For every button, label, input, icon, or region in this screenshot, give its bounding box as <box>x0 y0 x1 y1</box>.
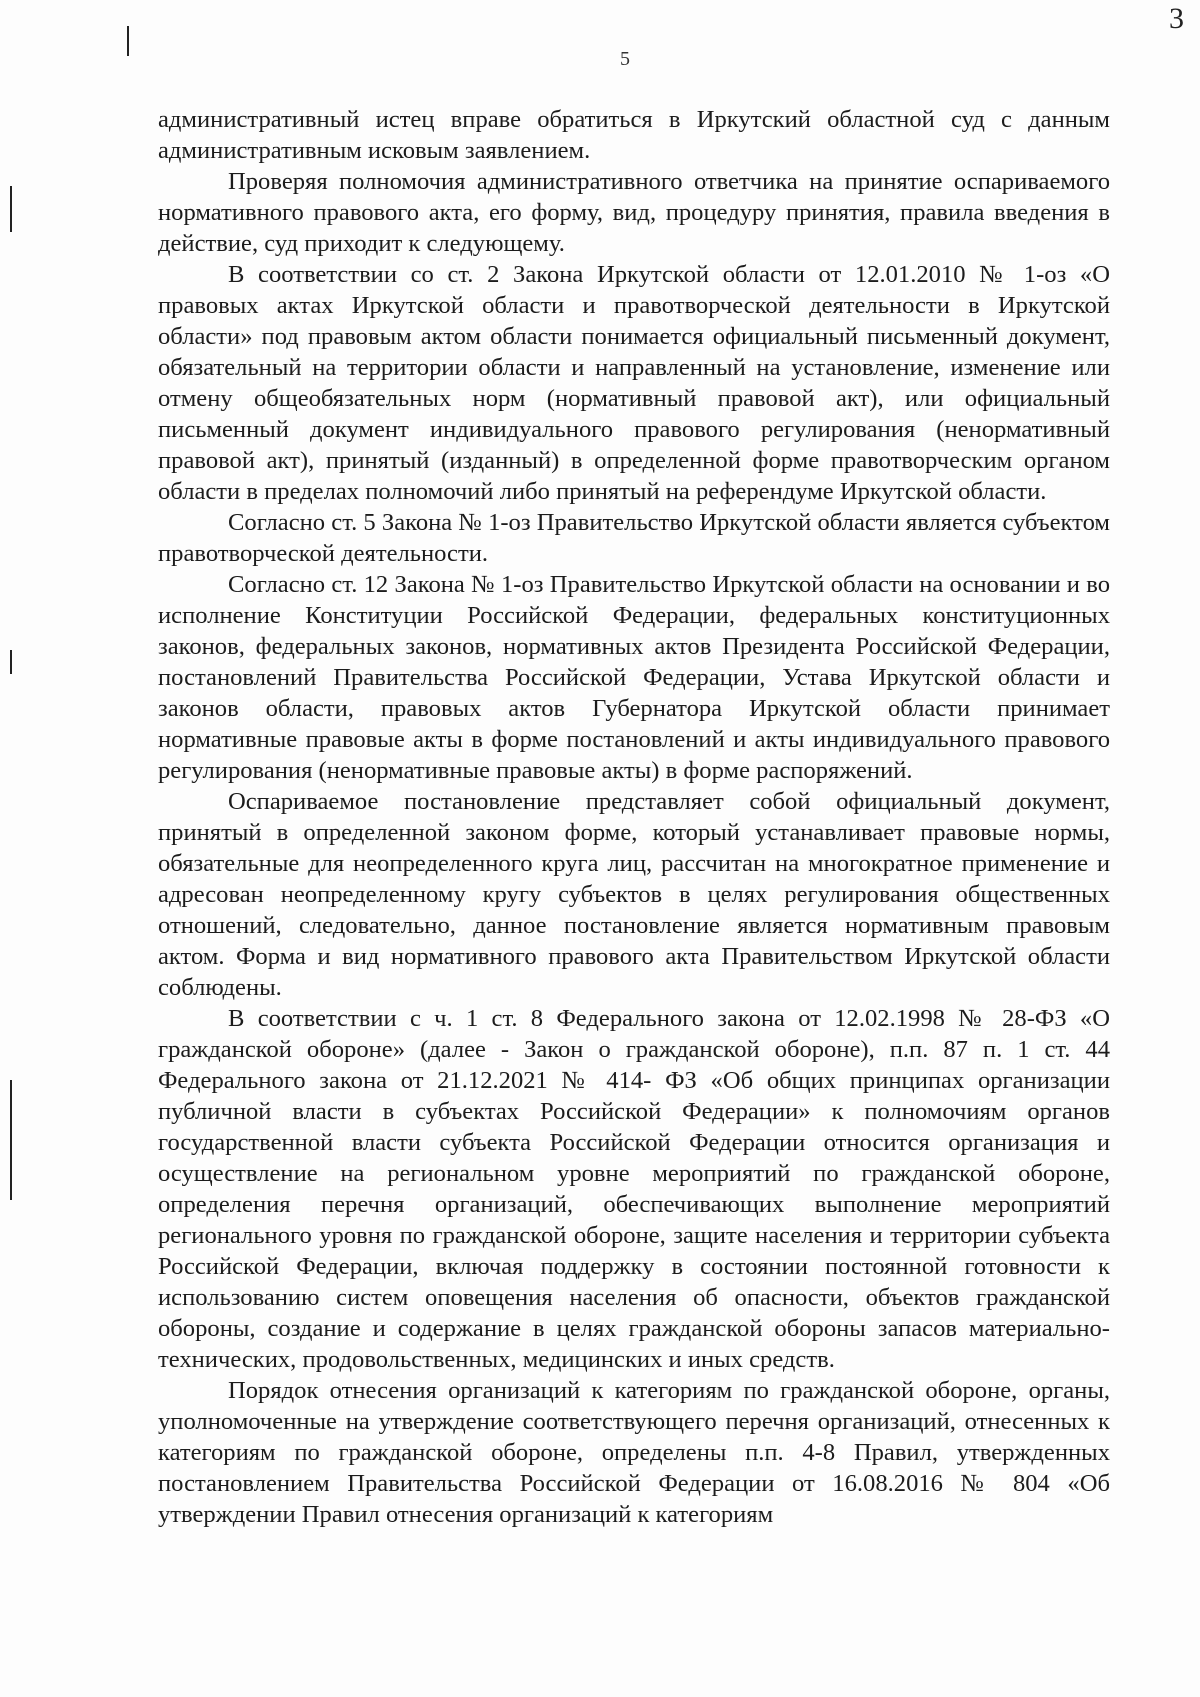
scan-mark-left-2 <box>10 650 12 674</box>
corner-page-number: 3 <box>1169 2 1184 35</box>
scan-mark-top <box>127 26 129 56</box>
scan-mark-left-3 <box>10 1080 12 1200</box>
document-body <box>158 104 1110 1530</box>
paragraph: административный истец вправе обратиться в Иркутский областной суд с данным административным исковым заявлением. <box>158 106 1110 164</box>
page-number: 5 <box>620 48 630 70</box>
paragraph: Оспариваемое постановление представляет собой официальный документ, принятый в определенной законом форме, который устанавливает правовые нормы, обязательные для неопределенного круга лиц, рассчитан на многократное применение и адресован неопределенному кругу субъектов в целях регулирования общественных отношений, следовательно, данное постановление является нормативным правовым актом. Форма и вид нормативного правового акта Правительством Иркутской области соблюдены. <box>158 788 1110 1001</box>
paragraph: Согласно ст. 5 Закона № 1-оз Правительство Иркутской области является субъектом правотворческой деятельности. <box>158 509 1110 567</box>
paragraph: Проверяя полномочия административного ответчика на принятие оспариваемого нормативного правового акта, его форму, вид, процедуру принятия, правила введения в действие, суд приходит к следующему. <box>158 168 1110 257</box>
scan-mark-left-1 <box>10 186 12 232</box>
paragraph: В соответствии со ст. 2 Закона Иркутской области от 12.01.2010 № 1-оз «О правовых актах Иркутской области и правотворческой деятельности в Иркутской области» под правовым актом области понимается официальный письменный документ, обязательный на территории области и направленный на установление, изменение или отмену общеобязательных норм (нормативный правовой акт), или официальный письменный документ индивидуального правового регулирования (ненормативный правовой акт), принятый (изданный) в определенной форме правотворческим органом области в пределах полномочий либо принятый на референдуме Иркутской области. <box>158 261 1110 505</box>
paragraph: В соответствии с ч. 1 ст. 8 Федерального закона от 12.02.1998 № 28-ФЗ «О гражданской обороне» (далее - Закон о гражданской обороне), п.п. 87 п. 1 ст. 44 Федерального закона от 21.12.2021 № 414- ФЗ «Об общих принципах организации публичной власти в субъектах Российской Федерации» к полномочиям органов государственной власти субъекта Российской Федерации относится организация и осуществление на региональном уровне мероприятий по гражданской обороне, определения перечня организаций, обеспечивающих выполнение мероприятий регионального уровня по гражданской обороне, защите населения и территории субъекта Российской Федерации, включая поддержку в состоянии постоянной готовности к использованию систем оповещения населения об опасности, объектов гражданской обороны, создание и содержание в целях гражданской обороны запасов материально-технических, продовольственных, медицинских и иных средств. <box>158 1005 1110 1373</box>
paragraph: Согласно ст. 12 Закона № 1-оз Правительство Иркутской области на основании и во исполнение Конституции Российской Федерации, федеральных конституционных законов, федеральных законов, нормативных актов Президента Российской Федерации, постановлений Правительства Российской Федерации, Устава Иркутской области и законов области, правовых актов Губернатора Иркутской области принимает нормативные правовые акты в форме постановлений и акты индивидуального правового регулирования (ненормативные правовые акты) в форме распоряжений. <box>158 571 1110 784</box>
paragraph: Порядок отнесения организаций к категориям по гражданской обороне, органы, уполномоченные на утверждение соответствующего перечня организаций, отнесенных к категориям по гражданской обороне, определены п.п. 4-8 Правил, утвержденных постановлением Правительства Российской Федерации от 16.08.2016 № 804 «Об утверждении Правил отнесения организаций к категориям <box>158 1377 1110 1528</box>
